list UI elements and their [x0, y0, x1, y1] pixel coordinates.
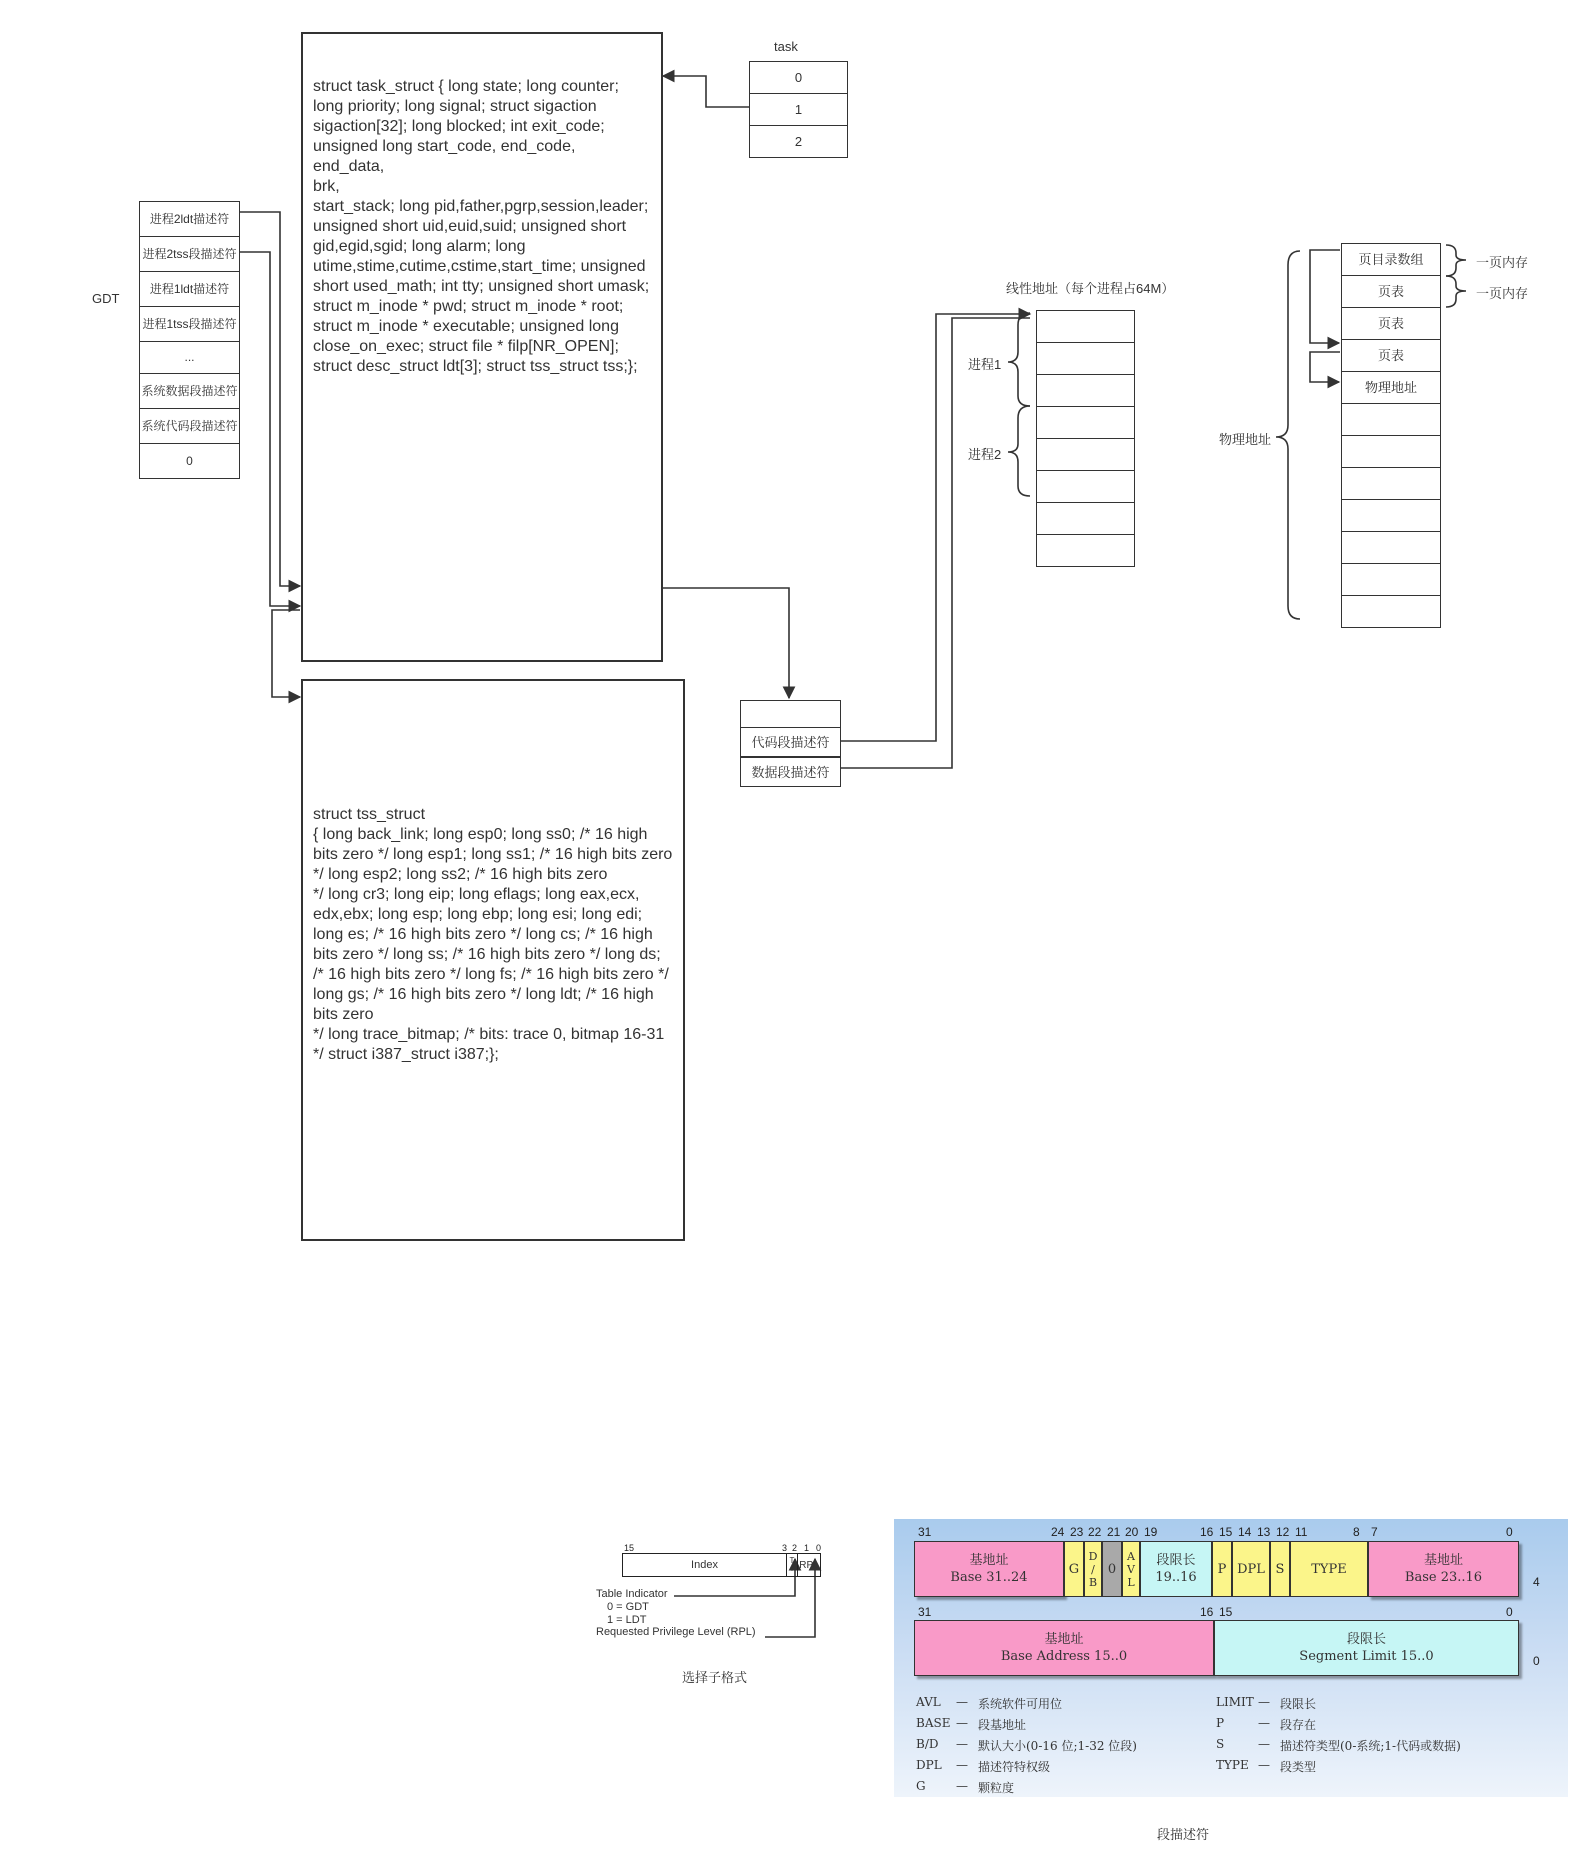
- linear-address-table: [1036, 310, 1135, 567]
- selector-ti-label: T I: [789, 1556, 795, 1573]
- type-label: TYPE: [1311, 1561, 1347, 1577]
- limit-15-0-field: [1214, 1620, 1519, 1676]
- gdt-entry[interactable]: 进程1ldt描述符: [139, 272, 240, 307]
- selector-rpl-field: [797, 1553, 821, 1577]
- legend-desc: 段类型: [1280, 1760, 1317, 1774]
- zero-bit-field: [1102, 1541, 1122, 1597]
- bit-number: 24: [1051, 1525, 1065, 1539]
- bit-number: 12: [1276, 1525, 1290, 1539]
- bit-number: 21: [1107, 1525, 1121, 1539]
- bit-number: 20: [1125, 1525, 1139, 1539]
- legend-key: DPL: [916, 1758, 942, 1772]
- legend-dash: —: [956, 1758, 968, 1772]
- task-array-cell[interactable]: 1: [749, 94, 848, 126]
- limit-19-16-zh: 段限长: [1156, 1553, 1196, 1568]
- legend-key: S: [1216, 1737, 1225, 1751]
- db-label: D / B: [1088, 1549, 1098, 1589]
- dpl-field: [1232, 1541, 1270, 1597]
- gdt-entry[interactable]: 进程2ldt描述符: [139, 201, 240, 237]
- gdt-entry[interactable]: 0: [139, 444, 240, 479]
- physical-entry[interactable]: 页表: [1341, 276, 1441, 308]
- tss-struct-box: [301, 679, 685, 1241]
- linear-cell: [1036, 375, 1135, 407]
- selector-bit: 0: [816, 1543, 822, 1553]
- segment-descriptor-figure: [894, 1519, 1568, 1797]
- bit-number: 31: [918, 1605, 932, 1619]
- physical-cell: [1341, 596, 1441, 628]
- legend-key: BASE: [916, 1716, 951, 1730]
- linear-cell: [1036, 407, 1135, 439]
- legend-dash: —: [1258, 1716, 1270, 1730]
- ldt-entry[interactable]: [740, 700, 841, 728]
- legend-key: TYPE: [1216, 1758, 1249, 1772]
- gdt-value-label: 0 = GDT: [607, 1601, 649, 1613]
- process1-label: 进程1: [968, 357, 1002, 372]
- bit-number: 15: [1219, 1605, 1233, 1619]
- offset-label: 0: [1533, 1654, 1540, 1668]
- base-31-24-zh: 基地址: [969, 1553, 1009, 1568]
- bit-number: 23: [1070, 1525, 1084, 1539]
- s-field: [1270, 1541, 1290, 1597]
- selector-rpl-label: RPL: [799, 1559, 819, 1571]
- linear-cell: [1036, 471, 1135, 503]
- legend-dash: —: [956, 1779, 968, 1793]
- selector-bit: 15: [624, 1543, 635, 1553]
- legend-desc: 段限长: [1280, 1697, 1317, 1711]
- gdt-entry[interactable]: ...: [139, 342, 240, 374]
- bit-number: 0: [1506, 1605, 1513, 1619]
- limit-19-16-field: [1140, 1541, 1212, 1597]
- legend-dash: —: [1258, 1737, 1270, 1751]
- avl-label: A V L: [1127, 1549, 1135, 1589]
- p-field: [1212, 1541, 1232, 1597]
- physical-cell: [1341, 500, 1441, 532]
- page-memory-label: 一页内存: [1476, 286, 1529, 301]
- base-23-16-field: [1368, 1541, 1519, 1597]
- physical-entry[interactable]: 页目录数组: [1341, 243, 1441, 276]
- bit-number: 19: [1144, 1525, 1158, 1539]
- task-array-title: task: [774, 39, 798, 54]
- table-indicator-label: Table Indicator: [596, 1588, 668, 1600]
- physical-entry[interactable]: 页表: [1341, 308, 1441, 340]
- task-struct-box: [301, 32, 663, 662]
- base-15-0-field: [914, 1620, 1214, 1676]
- bit-number: 0: [1506, 1525, 1513, 1539]
- limit-19-16-en: 19..16: [1155, 1570, 1197, 1585]
- bit-number: 16: [1200, 1525, 1214, 1539]
- selector-index-label: Index: [691, 1559, 718, 1571]
- bit-number: 7: [1371, 1525, 1378, 1539]
- bit-number: 22: [1088, 1525, 1102, 1539]
- physical-address-label: 物理地址: [1219, 432, 1272, 447]
- bit-number: 8: [1353, 1525, 1360, 1539]
- db-field: [1084, 1541, 1102, 1597]
- task-struct-code: struct task_struct { long state; long counter; long priority; long signal; struct sigaction sigaction[32]; long blocked; int exit_code; unsigned long start_code, end_code, end_data, brk, start_stack; long pid,father,pgrp,session,leader; unsigned short uid,euid,suid; unsigned short gid,egid,sgid; long alarm; long utime,stime,cutime,cstime,start_time; unsigned short used_math; int tty; unsigned short umask; struct m_inode * pwd; struct m_inode * root; struct m_inode * executable; unsigned long close_on_exec; struct file * filp[NR_OPEN]; struct desc_struct ldt[3]; struct tss_struct tss;};: [313, 78, 650, 375]
- offset-label: 4: [1533, 1575, 1540, 1589]
- physical-entry[interactable]: 物理地址: [1341, 372, 1441, 404]
- legend-desc: 段存在: [1280, 1718, 1317, 1732]
- avl-field: [1122, 1541, 1140, 1597]
- legend-desc: 描述符类型(0-系统;1-代码或数据): [1280, 1739, 1461, 1753]
- physical-cell: [1341, 436, 1441, 468]
- p-label: P: [1217, 1561, 1227, 1577]
- bit-number: 15: [1219, 1525, 1233, 1539]
- bit-number: 16: [1200, 1605, 1214, 1619]
- physical-cell: [1341, 468, 1441, 500]
- bit-number: 11: [1295, 1525, 1308, 1539]
- base-23-16-en: Base 23..16: [1404, 1570, 1483, 1585]
- gdt-entry[interactable]: 进程1tss段描述符: [139, 307, 240, 342]
- gdt-table: [139, 201, 240, 479]
- dpl-label: DPL: [1237, 1561, 1265, 1577]
- gdt-entry[interactable]: 进程2tss段描述符: [139, 237, 240, 272]
- physical-cell: [1341, 564, 1441, 596]
- page-memory-label: 一页内存: [1476, 255, 1529, 270]
- base-31-24-en: Base 31..24: [950, 1570, 1028, 1585]
- legend-dash: —: [956, 1737, 968, 1751]
- rpl-description: Requested Privilege Level (RPL): [596, 1626, 756, 1638]
- g-label: G: [1068, 1561, 1080, 1577]
- tss-struct-code: struct tss_struct { long back_link; long esp0; long ss0; /* 16 high bits zero */ long esp1; long ss1; /* 16 high bits zero */ long esp2; long ss2; /* 16 high bits zero */ long cr3; long eip; long eflags; long eax,ecx, edx,ebx; long esp; long ebp; long esi; long edi; long es; /* 16 high bits zero */ long cs; /* 16 high bits zero */ long ss; /* 16 high bits zero */ long ds; /* 16 high bits zero */ long fs; /* 16 high bits zero */ long gs; /* 16 high bits zero */ long ldt; /* 16 high bits zero */ long trace_bitmap; /* bits: trace 0, bitmap 16-31 */ struct i387_struct i387;};: [313, 806, 673, 1063]
- ldt-entry[interactable]: 代码段描述符: [740, 728, 841, 757]
- ldt-table: [740, 700, 841, 787]
- legend-dash: —: [1258, 1758, 1270, 1772]
- linear-address-title: 线性地址（每个进程占64M）: [1006, 281, 1175, 296]
- process2-label: 进程2: [968, 447, 1002, 462]
- limit-15-0-en: Segment Limit 15..0: [1299, 1649, 1434, 1664]
- legend-dash: —: [1258, 1695, 1270, 1709]
- legend-key: AVL: [916, 1695, 941, 1709]
- legend-desc: 系统软件可用位: [978, 1697, 1063, 1711]
- linear-cell: [1036, 439, 1135, 471]
- legend-key: P: [1216, 1716, 1225, 1730]
- limit-15-0-zh: 段限长: [1346, 1632, 1386, 1647]
- type-field: [1290, 1541, 1368, 1597]
- gdt-entry[interactable]: 系统数据段描述符: [139, 374, 240, 409]
- linear-cell: [1036, 535, 1135, 567]
- gdt-entry[interactable]: 系统代码段描述符: [139, 409, 240, 444]
- bit-number: 13: [1257, 1525, 1271, 1539]
- physical-table: [1341, 243, 1441, 628]
- selector-bit: 3: [782, 1543, 788, 1553]
- s-label: S: [1275, 1561, 1285, 1577]
- ldt-entry[interactable]: 数据段描述符: [740, 757, 841, 787]
- zero-bit-label: 0: [1107, 1561, 1117, 1577]
- bit-number: 31: [918, 1525, 932, 1539]
- legend-dash: —: [956, 1695, 968, 1709]
- ldt-value-label: 1 = LDT: [607, 1614, 647, 1626]
- linear-cell: [1036, 310, 1135, 343]
- selector-bit: 1: [804, 1543, 810, 1553]
- legend-key: LIMIT: [1216, 1695, 1254, 1709]
- task-array: [749, 61, 848, 158]
- physical-cell: [1341, 404, 1441, 436]
- legend-key: B/D: [916, 1737, 939, 1751]
- g-field: [1064, 1541, 1084, 1597]
- legend-desc: 颗粒度: [978, 1781, 1015, 1795]
- base-23-16-zh: 基地址: [1423, 1553, 1463, 1568]
- selector-bit: 2: [792, 1543, 798, 1553]
- legend-desc: 描述符特权级: [978, 1760, 1051, 1774]
- descriptor-caption: 段描述符: [1157, 1827, 1210, 1842]
- linear-cell: [1036, 343, 1135, 375]
- base-31-24-field: [914, 1541, 1064, 1597]
- task-array-cell[interactable]: 0: [749, 61, 848, 94]
- base-15-0-zh: 基地址: [1044, 1632, 1084, 1647]
- legend-desc: 默认大小(0-16 位;1-32 位段): [978, 1739, 1137, 1753]
- legend-dash: —: [956, 1716, 968, 1730]
- task-array-cell[interactable]: 2: [749, 126, 848, 158]
- linear-cell: [1036, 503, 1135, 535]
- base-15-0-en: Base Address 15..0: [1000, 1649, 1128, 1664]
- gdt-label: GDT: [92, 291, 120, 306]
- legend-key: G: [916, 1779, 926, 1793]
- physical-entry[interactable]: 页表: [1341, 340, 1441, 372]
- legend-desc: 段基地址: [978, 1718, 1027, 1732]
- selector-caption: 选择子格式: [682, 1670, 748, 1685]
- bit-number: 14: [1238, 1525, 1252, 1539]
- selector-index-field: [622, 1553, 787, 1577]
- selector-format: [580, 1535, 860, 1685]
- physical-cell: [1341, 532, 1441, 564]
